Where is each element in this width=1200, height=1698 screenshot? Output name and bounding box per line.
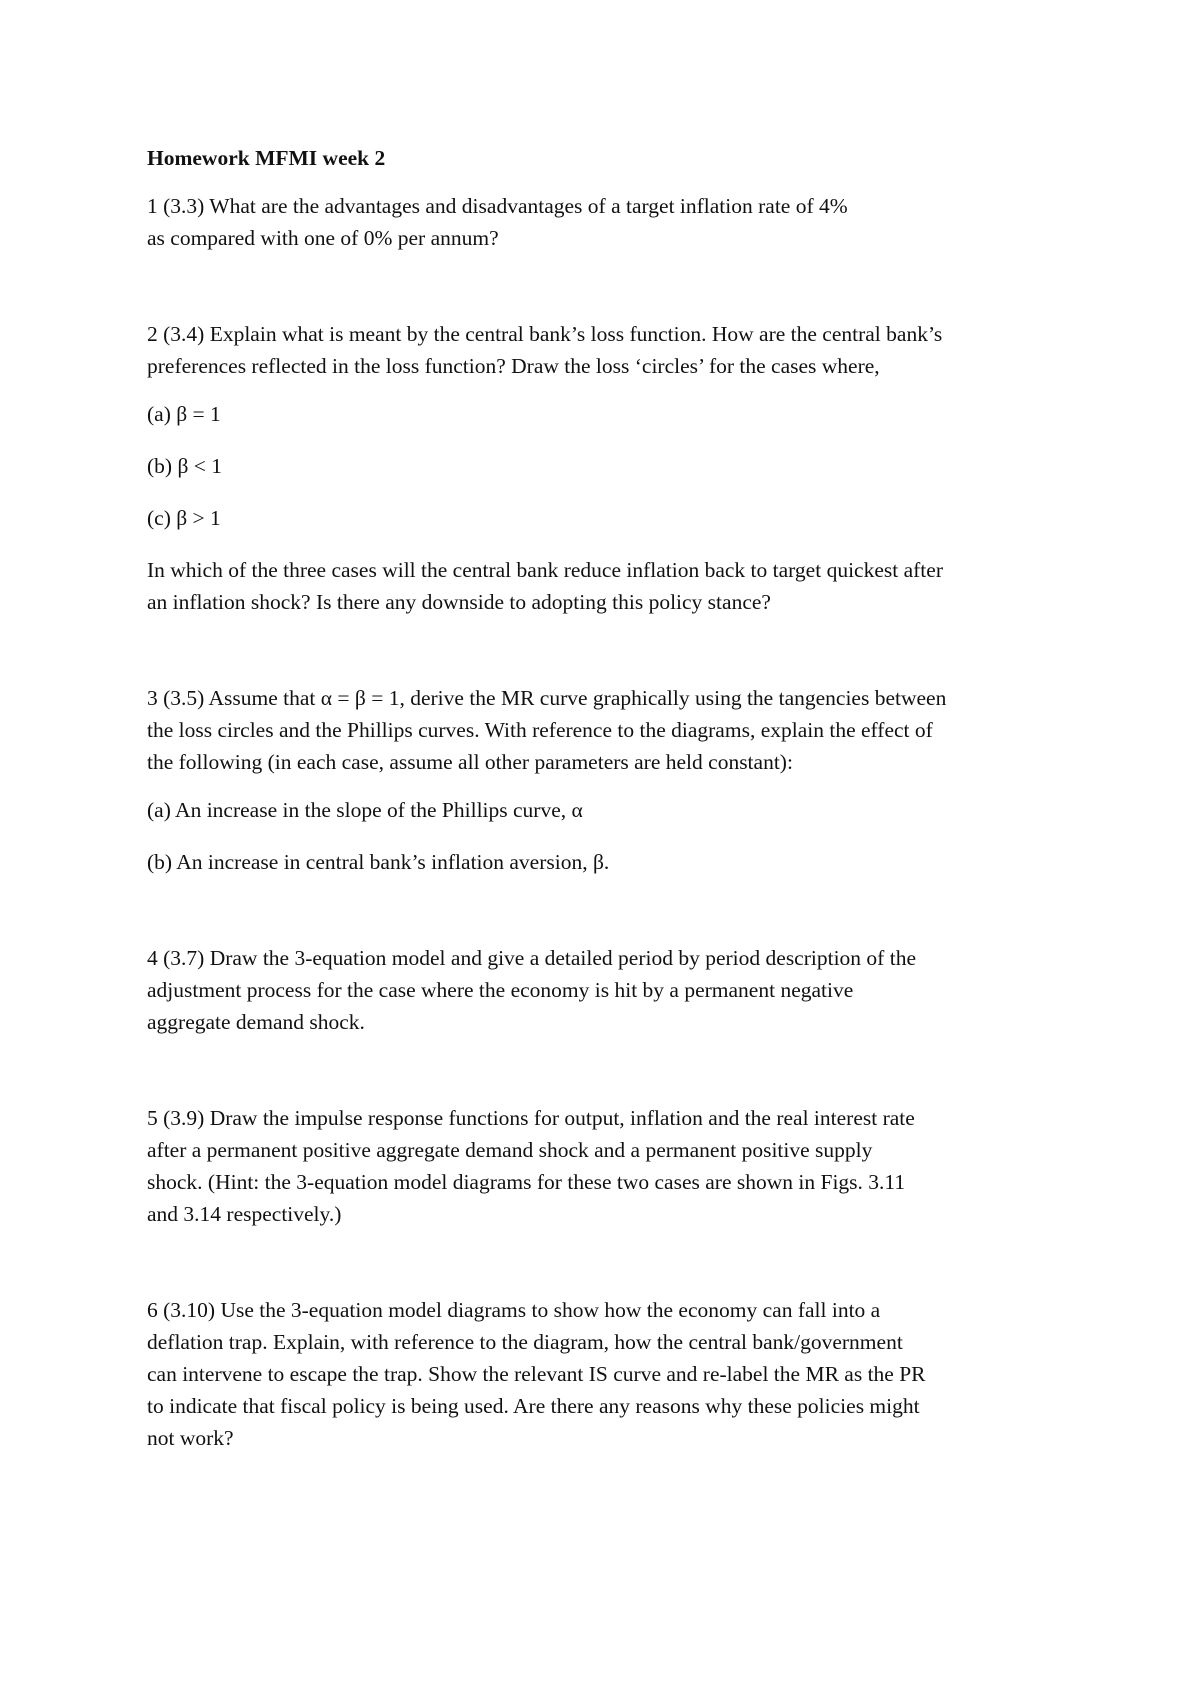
question-4-line: aggregate demand shock. xyxy=(147,1010,365,1034)
question-6-line: not work? xyxy=(147,1426,234,1450)
question-6-line: can intervene to escape the trap. Show the relevant IS curve and re-label the MR as the PR xyxy=(147,1362,926,1386)
question-5 xyxy=(147,1102,1077,1230)
question-2-line: 2 (3.4) Explain what is meant by the central bank’s loss function. How are the central bank’s xyxy=(147,322,943,346)
question-2-followup xyxy=(147,554,1077,618)
question-2-followup-line: In which of the three cases will the central bank reduce inflation back to target quickest after xyxy=(147,558,943,582)
question-5-line: shock. (Hint: the 3-equation model diagrams for these two cases are shown in Figs. 3.11 xyxy=(147,1170,906,1194)
question-6-line: to indicate that fiscal policy is being used. Are there any reasons why these policies might xyxy=(147,1394,920,1418)
question-4-line: adjustment process for the case where the economy is hit by a permanent negative xyxy=(147,978,854,1002)
question-1 xyxy=(147,190,1077,254)
question-5-line: after a permanent positive aggregate demand shock and a permanent positive supply xyxy=(147,1138,873,1162)
question-3-option-b: (b) An increase in central bank’s inflation aversion, β. xyxy=(147,850,610,874)
question-2-followup-line: an inflation shock? Is there any downside to adopting this policy stance? xyxy=(147,590,771,614)
question-6-line: deflation trap. Explain, with reference to the diagram, how the central bank/government xyxy=(147,1330,903,1354)
question-3-line: the loss circles and the Phillips curves. With reference to the diagrams, explain the effect of xyxy=(147,718,933,742)
question-1-line: as compared with one of 0% per annum? xyxy=(147,226,499,250)
question-5-line: and 3.14 respectively.) xyxy=(147,1202,342,1226)
question-5-line: 5 (3.9) Draw the impulse response functions for output, inflation and the real interest rate xyxy=(147,1106,915,1130)
question-6 xyxy=(147,1294,1077,1454)
question-3 xyxy=(147,682,1077,778)
question-6-line: 6 (3.10) Use the 3-equation model diagrams to show how the economy can fall into a xyxy=(147,1298,881,1322)
question-3-option-a: (a) An increase in the slope of the Phillips curve, α xyxy=(147,798,583,822)
question-2-option-b: (b) β < 1 xyxy=(147,454,223,478)
question-4 xyxy=(147,942,1077,1038)
homework-document xyxy=(147,140,1077,1454)
question-3-line: 3 (3.5) Assume that α = β = 1, derive the MR curve graphically using the tangencies between xyxy=(147,686,947,710)
question-2-option-a: (a) β = 1 xyxy=(147,402,221,426)
question-2-option-c: (c) β > 1 xyxy=(147,506,221,530)
question-2 xyxy=(147,318,1077,382)
document-title: Homework MFMI week 2 xyxy=(147,146,386,170)
question-4-line: 4 (3.7) Draw the 3-equation model and give a detailed period by period description of the xyxy=(147,946,916,970)
question-1-line: 1 (3.3) What are the advantages and disadvantages of a target inflation rate of 4% xyxy=(147,194,848,218)
question-3-line: the following (in each case, assume all other parameters are held constant): xyxy=(147,750,793,774)
question-2-line: preferences reflected in the loss function? Draw the loss ‘circles’ for the cases where, xyxy=(147,354,880,378)
